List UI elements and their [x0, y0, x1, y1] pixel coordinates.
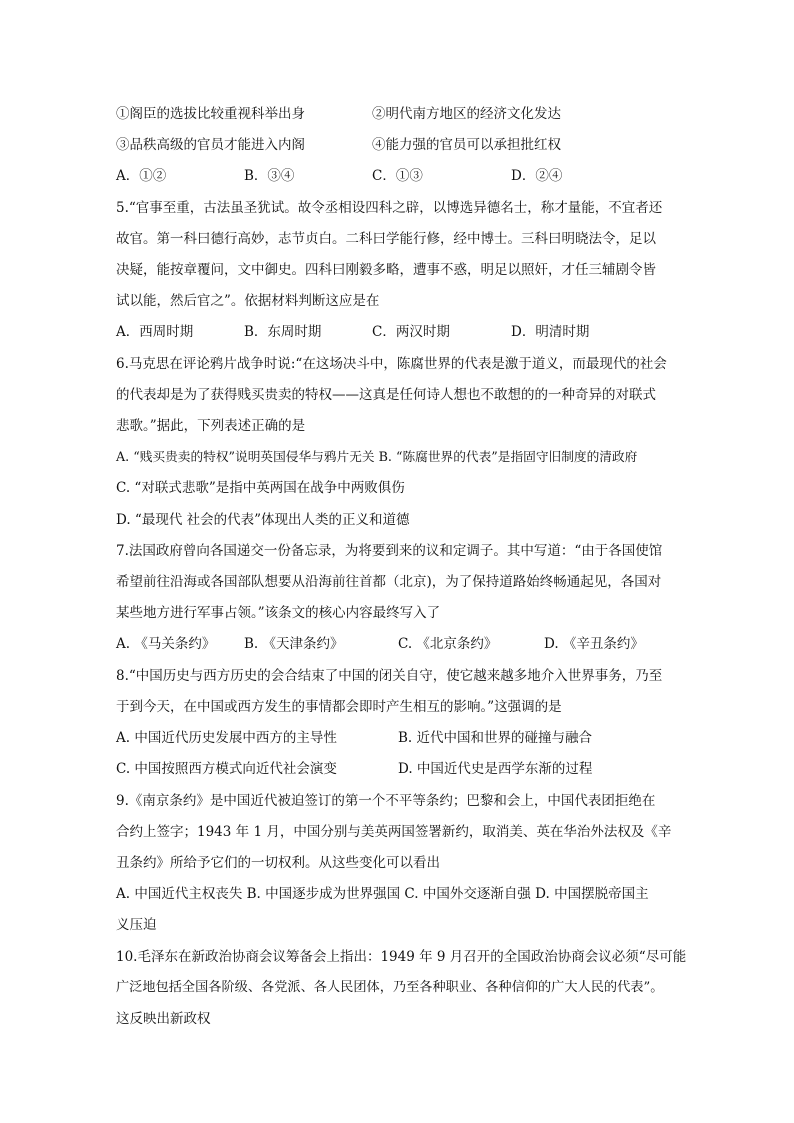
q10-stem-line: 10.毛泽东在新政治协商会议筹备会上指出：1949 年 9 月召开的全国政治协商会议必须“尽可能 [116, 949, 687, 965]
q8-choice-b: B. 近代中国和世界的碰撞与融合 [398, 730, 593, 746]
q6-stem-line: 悲歌。”据此，下列表述正确的是 [116, 418, 306, 434]
q10-stem-line: 广泛地包括全国各阶级、各党派、各人民团体，乃至各种职业、各种信仰的广大人民的代表”。 [116, 980, 664, 995]
q6-stem-line: 6.马克思在评论鸦片战争时说:“在这场决斗中，陈腐世界的代表是激于道义，而最现代的社会 [116, 356, 667, 372]
q5-choice-a: A．西周时期 [116, 324, 194, 340]
q8-choice-d: D. 中国近代史是西学东渐的过程 [398, 761, 593, 777]
statement-3: ③品秩高级的官员才能进入内阁 [116, 137, 305, 153]
q5-stem-line: 试以能，然后官之”。依据材料判断这应是在 [116, 293, 380, 309]
q3-choice-d: D．②④ [511, 168, 563, 184]
q5-choice-d: D．明清时期 [511, 324, 590, 340]
q10-stem-line: 这反映出新政权 [116, 1011, 211, 1027]
statement-2: ②明代南方地区的经济文化发达 [372, 106, 561, 122]
q8-stem-line: 8.“中国历史与西方历史的会合结束了中国的闭关自守，使它越来越多地介入世界事务，乃至 [116, 668, 663, 684]
q9-stem-line: 丑条约》所给予它们的一切权利。从这些变化可以看出 [116, 855, 440, 871]
q6-choice-line: D. “最现代 社会的代表”体现出人类的正义和道德 [116, 512, 410, 528]
statement-4: ④能力强的官员可以承担批红权 [372, 137, 561, 153]
q7-stem-line: 希望前往沿海或各国部队想要从沿海前往首都（北京)，为了保持道路始终畅通起见，各国对 [116, 574, 662, 590]
q7-choice-b: B. 《天津条约》 [244, 636, 344, 652]
q6-stem-line: 的代表却是为了获得贱买贵卖的特权——这真是任何诗人想也不敢想的的一种奇异的对联式 [116, 387, 656, 403]
q5-choice-b: B．东周时期 [244, 324, 322, 340]
q7-stem-line: 7.法国政府曾向各国递交一份备忘录，为将要到来的议和定调子。其中写道：“由于各国使馆 [116, 543, 663, 559]
q3-choice-c: C．①③ [372, 168, 423, 184]
q7-choice-d: D. 《辛丑条约》 [544, 636, 644, 652]
q8-stem-line: 于到今天，在中国或西方发生的事情都会即时产生相互的影响。”这强调的是 [116, 699, 562, 715]
q8-choice-c: C. 中国按照西方模式向近代社会演变 [116, 761, 337, 777]
q9-choice-line: 义压迫 [116, 917, 157, 933]
q7-choice-c: C. 《北京条约》 [398, 636, 498, 652]
q9-stem-line: 合约上签字；1943 年 1 月，中国分别与美英两国签署新约，取消美、英在华治外法权及《辛 [116, 824, 672, 840]
q5-stem-line: 决疑，能按章覆问，文中御史。四科曰刚毅多略，遭事不惑，明足以照奸，才任三辅剧令皆 [116, 262, 656, 278]
q9-stem-line: 9.《南京条约》是中国近代被迫签订的第一个不平等条约；巴黎和会上，中国代表团拒绝在 [116, 793, 656, 809]
q5-stem-line: 故官。第一科曰德行高妙，志节贞白。二科曰学能行修，经中博士。三科曰明晓法令，足以 [116, 231, 656, 247]
q3-choice-a: A．①② [116, 168, 167, 184]
q7-choice-a: A. 《马关条约》 [116, 636, 216, 652]
statement-1: ①阁臣的选拔比较重视科举出身 [116, 106, 305, 122]
q6-choice-line: A. “贱买贵卖的特权”说明英国侵华与鸦片无关 B. “陈腐世界的代表”是指固守旧制度的清政府 [116, 449, 638, 464]
q5-choice-c: C．两汉时期 [372, 324, 450, 340]
q3-choice-b: B．③④ [244, 168, 295, 184]
q8-choice-a: A. 中国近代历史发展中西方的主导性 [116, 730, 337, 746]
q5-stem-line: 5.“官事至重，古法虽圣犹试。故令丞相设四科之辟，以博选异德名士，称才量能，不宜者还 [116, 200, 663, 216]
q9-choice-line: A. 中国近代主权丧失 B. 中国逐步成为世界强国 C. 中国外交逐渐自强 D. 中国摆脱帝国主 [116, 886, 649, 902]
q6-choice-line: C. “对联式悲歌”是指中英两国在战争中两败俱伤 [116, 480, 405, 496]
q7-stem-line: 某些地方进行军事占领。”该条文的核心内容最终写入了 [116, 605, 441, 621]
